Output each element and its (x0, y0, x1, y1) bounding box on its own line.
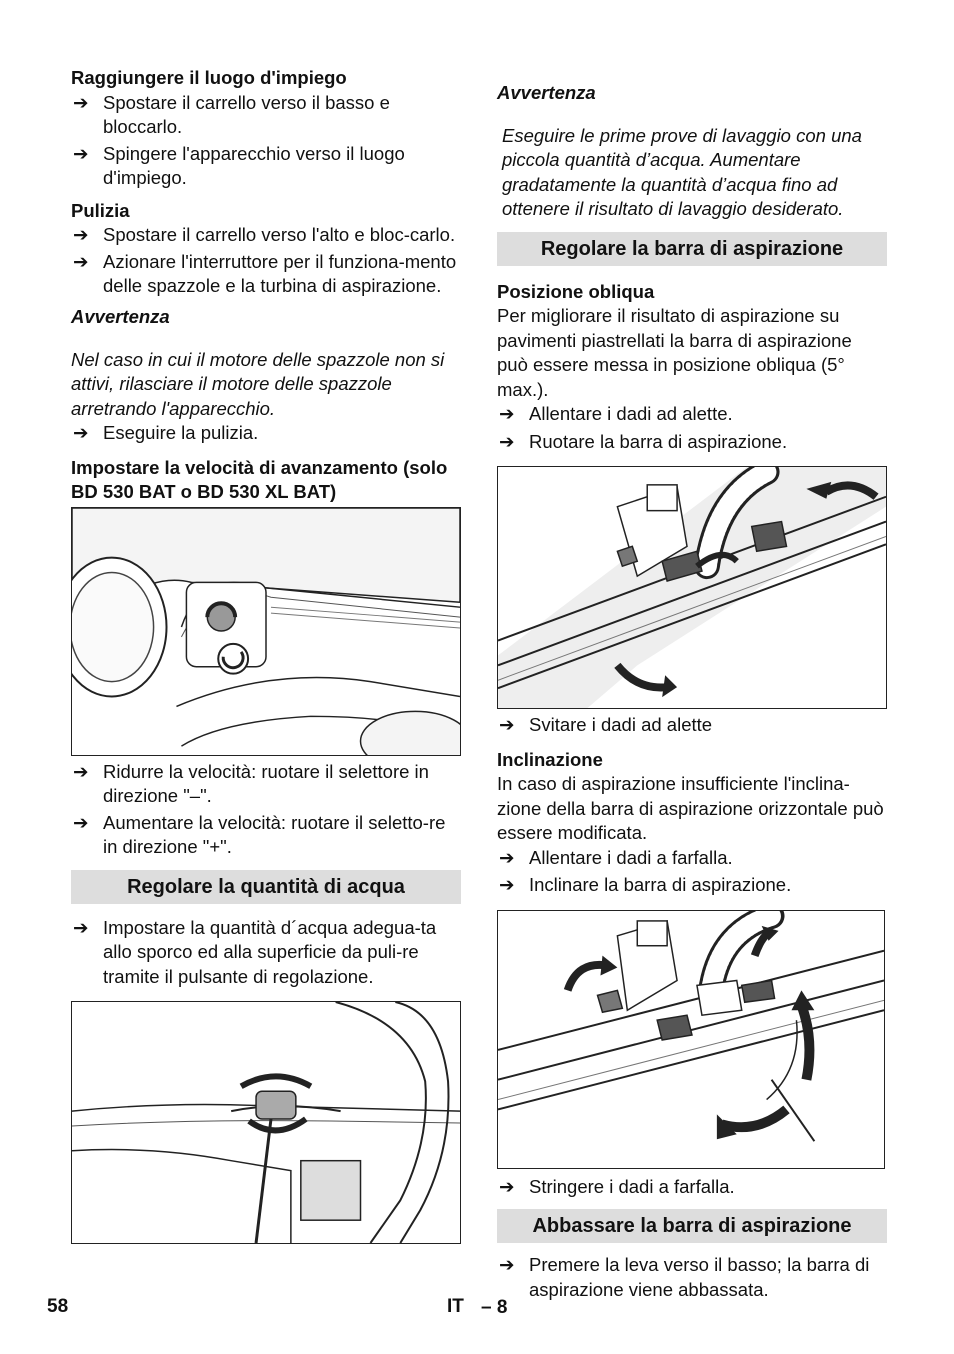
step-item (71, 250, 461, 299)
arrow-icon: ➔ (73, 422, 89, 443)
section-page: – 8 (481, 1297, 508, 1318)
step-item (71, 811, 461, 860)
heading-speed: Impostare la velocità di avanzamento (solo BD 530 BAT o BD 530 XL BAT) (71, 456, 448, 502)
step-item (497, 1175, 887, 1200)
heading-reach-site: Raggiungere il luogo d'impiego (71, 67, 347, 88)
step-text: Spostare il carrello verso l'alto e bloc-carlo. (103, 224, 456, 245)
paragraph-oblique: Per migliorare il risultato di aspirazione su pavimenti piastrellati la barra di aspirazione può essere messa in posizione obliqua (5° max.). (497, 305, 852, 400)
step-item (71, 421, 461, 446)
step-text: Spingere l'apparecchio verso il luogo d'impiego. (103, 142, 405, 188)
heading-oblique: Posizione obliqua (497, 280, 655, 302)
section-bar-squeegee: Regolare la barra di aspirazione (497, 232, 887, 266)
step-text: Azionare l'interruttore per il funziona-mento delle spazzole e la turbina di aspirazione. (103, 250, 457, 296)
section-bar-water: Regolare la quantità di acqua (71, 870, 461, 904)
step-text: Ridurre la velocità: ruotare il selettore in direzione "–". (103, 760, 429, 806)
paragraph-inclination: In caso di aspirazione insufficiente l'inclina-zione della barra di aspirazione orizzontale può essere modificata. (497, 773, 884, 843)
language-code: IT (447, 1296, 464, 1317)
step-text: Allentare i dadi a farfalla. (529, 846, 733, 868)
arrow-icon: ➔ (499, 714, 515, 735)
heading-inclination: Inclinazione (497, 748, 603, 770)
step-text: Allentare i dadi ad alette. (529, 403, 733, 424)
arrow-icon: ➔ (73, 224, 89, 245)
arrow-icon: ➔ (73, 916, 89, 938)
note-text: Nel caso in cui il motore delle spazzole non si attivi, rilasciare il motore delle spazzole arretrando l'apparecchio. (71, 348, 445, 419)
speed-selector-illustration (71, 507, 461, 756)
step-item (71, 142, 461, 191)
step-item (497, 402, 887, 427)
step-text: Eseguire la pulizia. (103, 422, 259, 443)
step-item (71, 916, 461, 990)
step-text: Premere la leva verso il basso; la barra di aspirazione viene abbassata. (529, 1254, 870, 1300)
step-item (71, 223, 461, 248)
step-text: Spostare il carrello verso il basso e bloccarlo. (103, 91, 390, 137)
arrow-icon: ➔ (73, 811, 89, 833)
left-column (71, 62, 461, 1244)
step-item (497, 1253, 887, 1302)
page-number: 58 (47, 1296, 69, 1317)
step-item (71, 91, 461, 140)
arrow-icon: ➔ (73, 142, 89, 164)
note-title: Avvertenza (497, 81, 596, 103)
step-text: Inclinare la barra di aspirazione. (529, 874, 792, 895)
step-item (497, 873, 887, 898)
step-text: Impostare la quantità d´acqua adegua-ta allo sporco ed alla superficie da puli-re tramite il pulsante di regolazione. (103, 916, 437, 987)
arrow-icon: ➔ (499, 874, 515, 895)
arrow-icon: ➔ (499, 846, 515, 868)
water-knob-illustration (71, 1001, 461, 1244)
step-text: Stringere i dadi a farfalla. (529, 1175, 735, 1197)
step-item (497, 430, 887, 455)
note-text: Eseguire le prime prove di lavaggio con una piccola quantità d’acqua. Aumentare gradatamente la quantità d’acqua fino ad ottenere il risultato di lavaggio desiderato. (502, 124, 862, 219)
arrow-icon: ➔ (499, 1175, 515, 1197)
arrow-icon: ➔ (73, 760, 89, 782)
section-bar-lower-squeegee: Abbassare la barra di aspirazione (497, 1209, 887, 1243)
squeegee-rotate-illustration (497, 466, 887, 709)
arrow-icon: ➔ (499, 403, 515, 424)
squeegee-tilt-illustration (497, 910, 885, 1169)
arrow-icon: ➔ (73, 250, 89, 272)
step-text: Svitare i dadi ad alette (529, 714, 713, 735)
step-item (497, 713, 887, 738)
heading-cleaning: Pulizia (71, 199, 130, 221)
arrow-icon: ➔ (499, 1254, 515, 1275)
step-text: Ruotare la barra di aspirazione. (529, 430, 788, 452)
note-title: Avvertenza (71, 305, 170, 327)
arrow-icon: ➔ (73, 91, 89, 113)
arrow-icon: ➔ (499, 430, 515, 452)
step-item (497, 846, 887, 871)
step-text: Aumentare la velocità: ruotare il seletto-re in direzione "+". (103, 811, 446, 857)
step-item (71, 760, 461, 809)
right-column (497, 62, 887, 1302)
